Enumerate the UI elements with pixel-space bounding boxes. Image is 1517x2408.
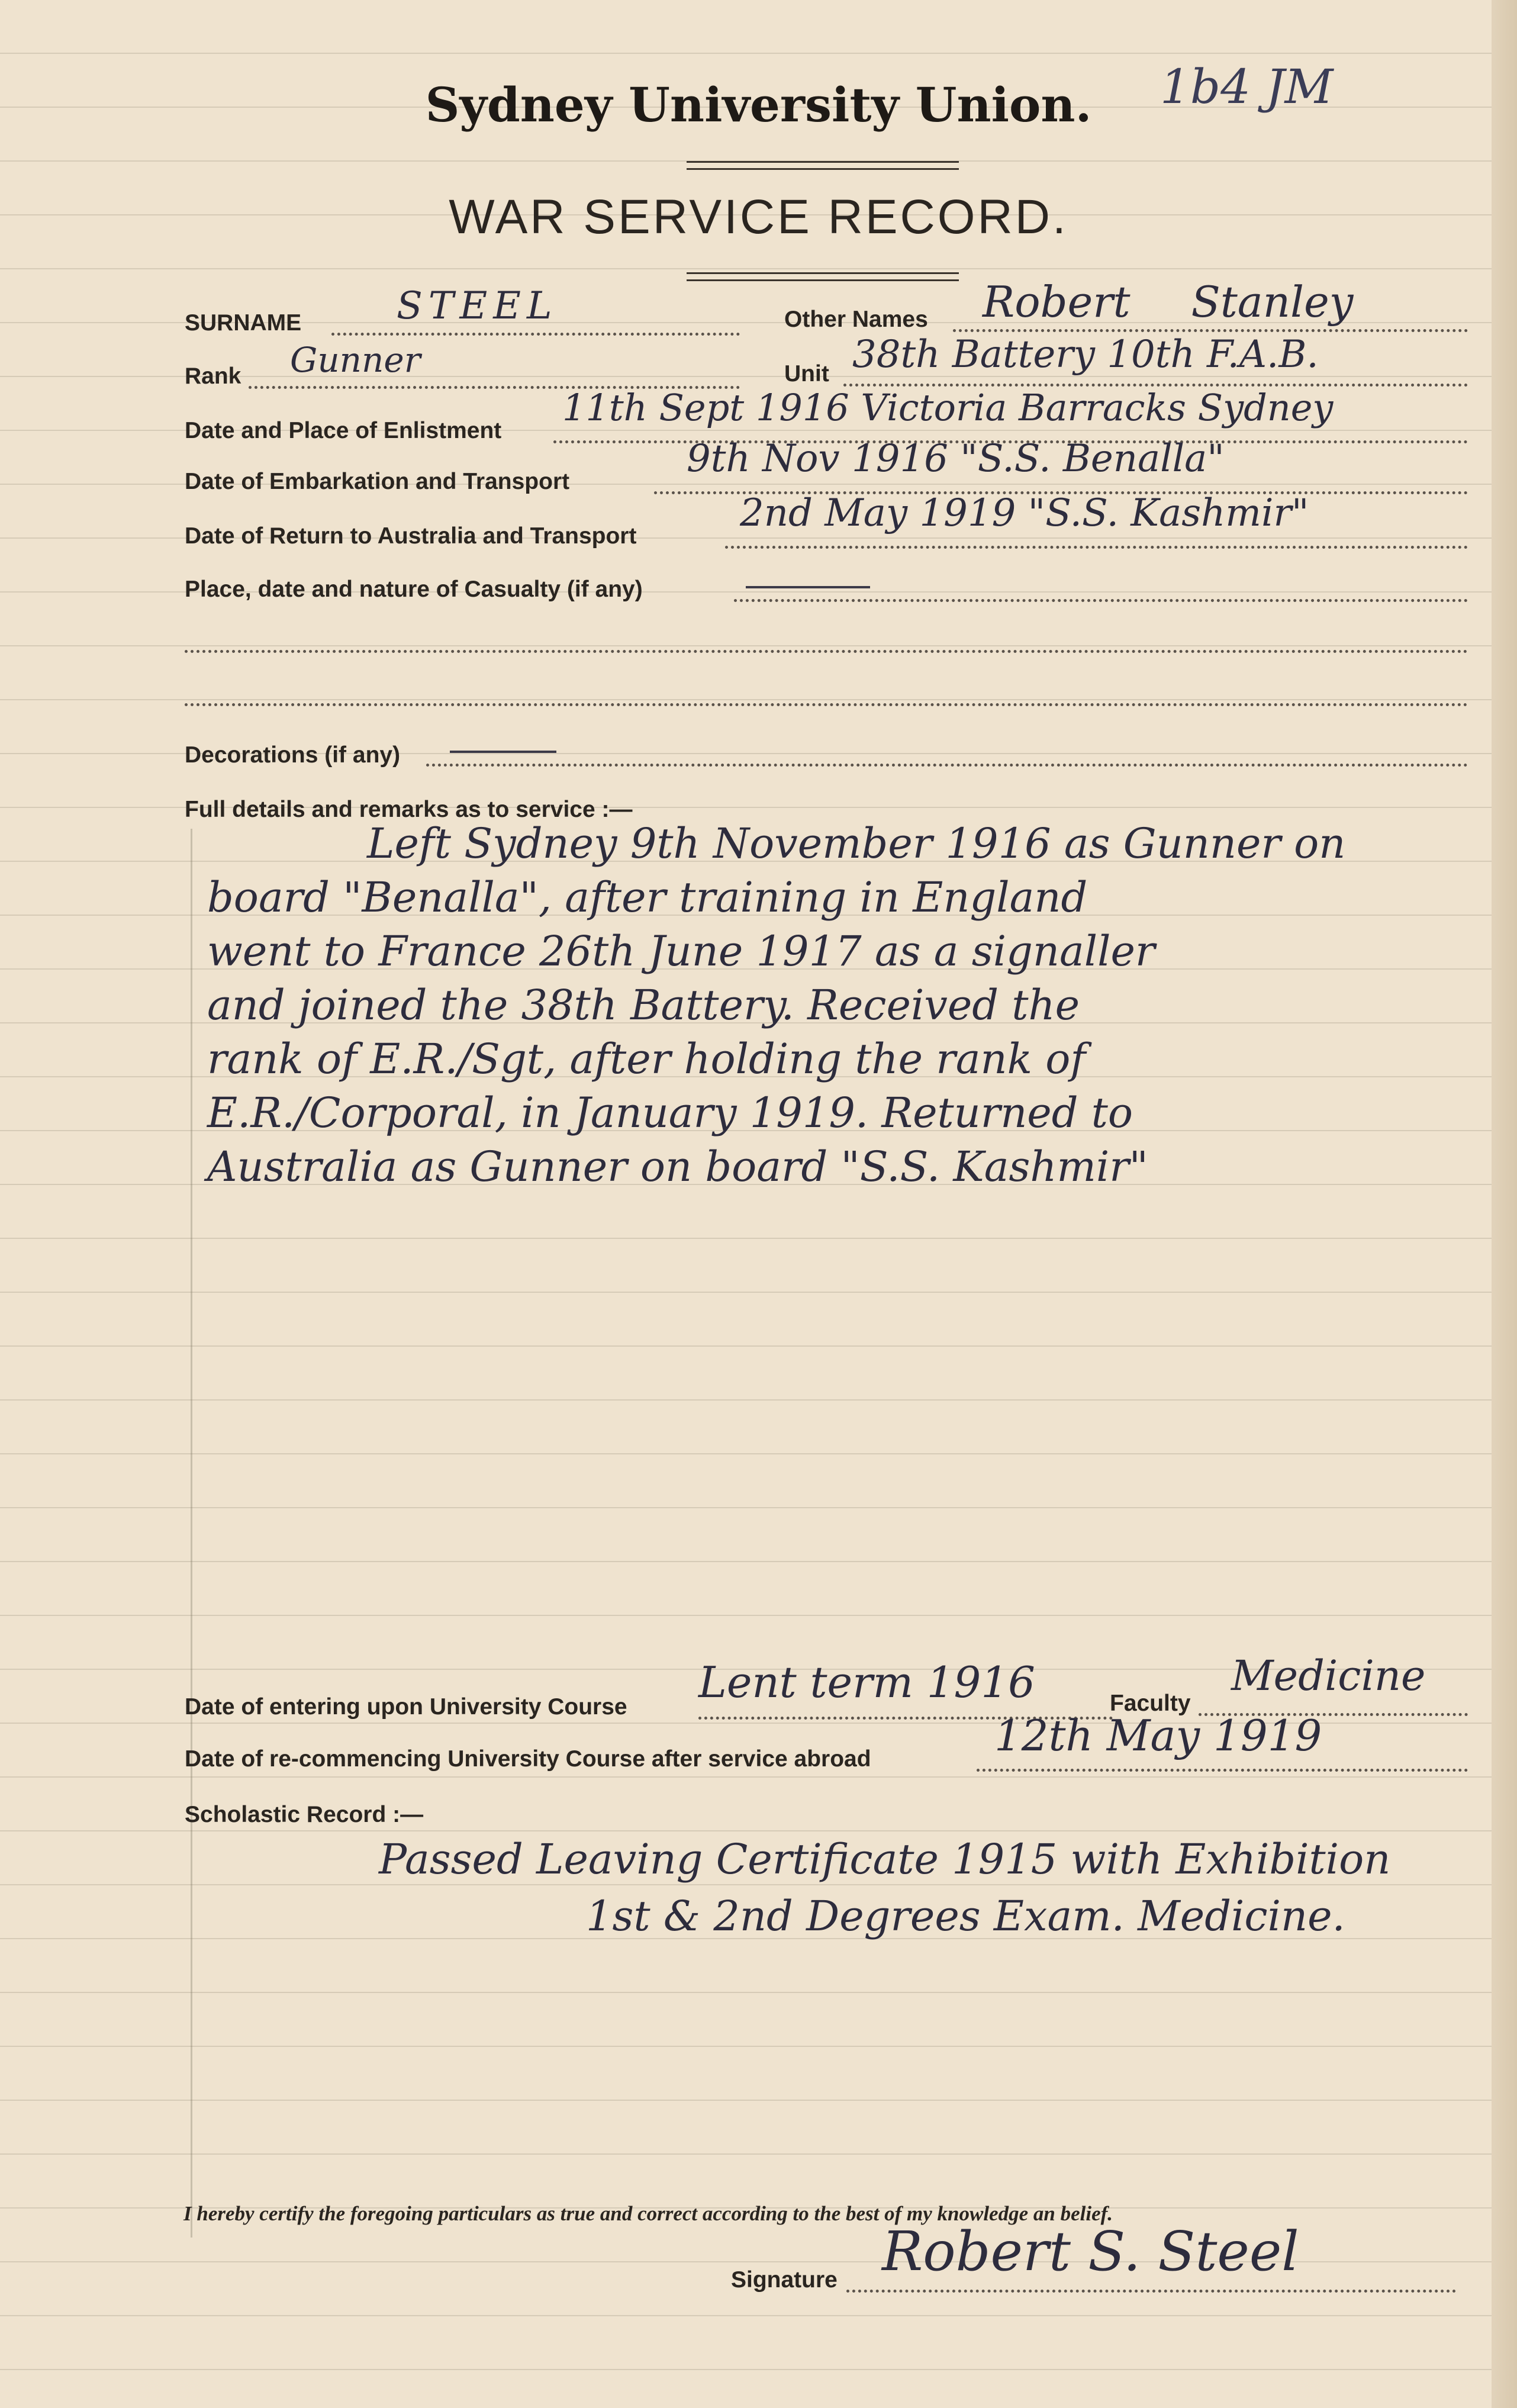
surname-label: SURNAME [185, 310, 302, 336]
decorations-dotline [426, 764, 1468, 767]
recommencing-dotline [977, 1769, 1468, 1772]
rank-label: Rank [185, 363, 241, 389]
embarkation-label: Date of Embarkation and Transport [185, 469, 570, 494]
title-rule-bottom [687, 168, 959, 170]
casualty-dash [746, 586, 870, 588]
casualty-label: Place, date and nature of Casualty (if any) [185, 577, 643, 602]
surname-dotline [331, 333, 740, 336]
embarkation-value: 9th Nov 1916 "S.S. Benalla" [687, 437, 1225, 481]
paper-edge [1492, 0, 1517, 2408]
signature-dotline [846, 2290, 1456, 2293]
return-value: 2nd May 1919 "S.S. Kashmir" [740, 491, 1309, 535]
decorations-label: Decorations (if any) [185, 742, 401, 768]
scholastic-line: Passed Leaving Certificate 1915 with Exhibition [379, 1835, 1391, 1884]
corner-annotation: 1b4 JM [1160, 59, 1334, 114]
left-margin-line [191, 829, 192, 2238]
subtitle-rule-top [687, 272, 959, 274]
scholastic-label: Scholastic Record :— [185, 1802, 424, 1827]
enlistment-label: Date and Place of Enlistment [185, 418, 502, 443]
scholastic-line: 1st & 2nd Degrees Exam. Medicine. [586, 1892, 1345, 1940]
enlistment-value: 11th Sept 1916 Victoria Barracks Sydney [562, 386, 1334, 429]
service-line: and joined the 38th Battery. Received the [207, 981, 1080, 1029]
faculty-value: Medicine [1231, 1652, 1426, 1700]
decorations-dash [450, 751, 556, 753]
title-rule-top [687, 161, 959, 163]
recommencing-label: Date of re-commencing University Course after service abroad [185, 1746, 871, 1772]
return-label: Date of Return to Australia and Transport [185, 523, 637, 549]
surname-value: STEEL [397, 284, 558, 328]
service-line: board "Benalla", after training in England [207, 873, 1088, 922]
union-title: Sydney University Union. [425, 77, 1092, 133]
other-names-value: Robert Stanley [983, 277, 1354, 327]
other-names-label: Other Names [784, 307, 928, 332]
service-line: went to France 26th June 1917 as a signaller [207, 927, 1155, 976]
casualty-dotline [734, 599, 1468, 602]
service-details-text [207, 817, 1468, 1194]
casualty-dotline-3 [185, 703, 1468, 706]
signature-value: Robert S. Steel [882, 2220, 1299, 2283]
record-subtitle: WAR SERVICE RECORD. [449, 190, 1068, 244]
unit-label: Unit [784, 361, 829, 387]
university-course-label: Date of entering upon University Course [185, 1694, 627, 1720]
casualty-dotline-2 [185, 650, 1468, 653]
service-line: E.R./Corporal, in January 1919. Returned to [207, 1089, 1133, 1137]
rank-value: Gunner [290, 340, 421, 380]
certification-text: I hereby certify the foregoing particulars as true and correct according to the best of my knowledge an belief. [183, 2202, 1113, 2225]
recommencing-value: 12th May 1919 [994, 1711, 1322, 1760]
other-names-dotline [953, 329, 1468, 332]
unit-value: 38th Battery 10th F.A.B. [852, 333, 1319, 376]
university-course-value: Lent term 1916 [698, 1657, 1035, 1707]
service-line: Left Sydney 9th November 1916 as Gunner on [367, 819, 1346, 868]
service-line: Australia as Gunner on board "S.S. Kashmir" [207, 1142, 1148, 1191]
service-line: rank of E.R./Sgt, after holding the rank of [207, 1035, 1086, 1083]
signature-label: Signature [731, 2267, 838, 2293]
return-dotline [725, 546, 1468, 549]
full-details-label: Full details and remarks as to service :— [185, 797, 633, 822]
subtitle-rule-bottom [687, 279, 959, 281]
faculty-label: Faculty [1110, 1691, 1191, 1716]
